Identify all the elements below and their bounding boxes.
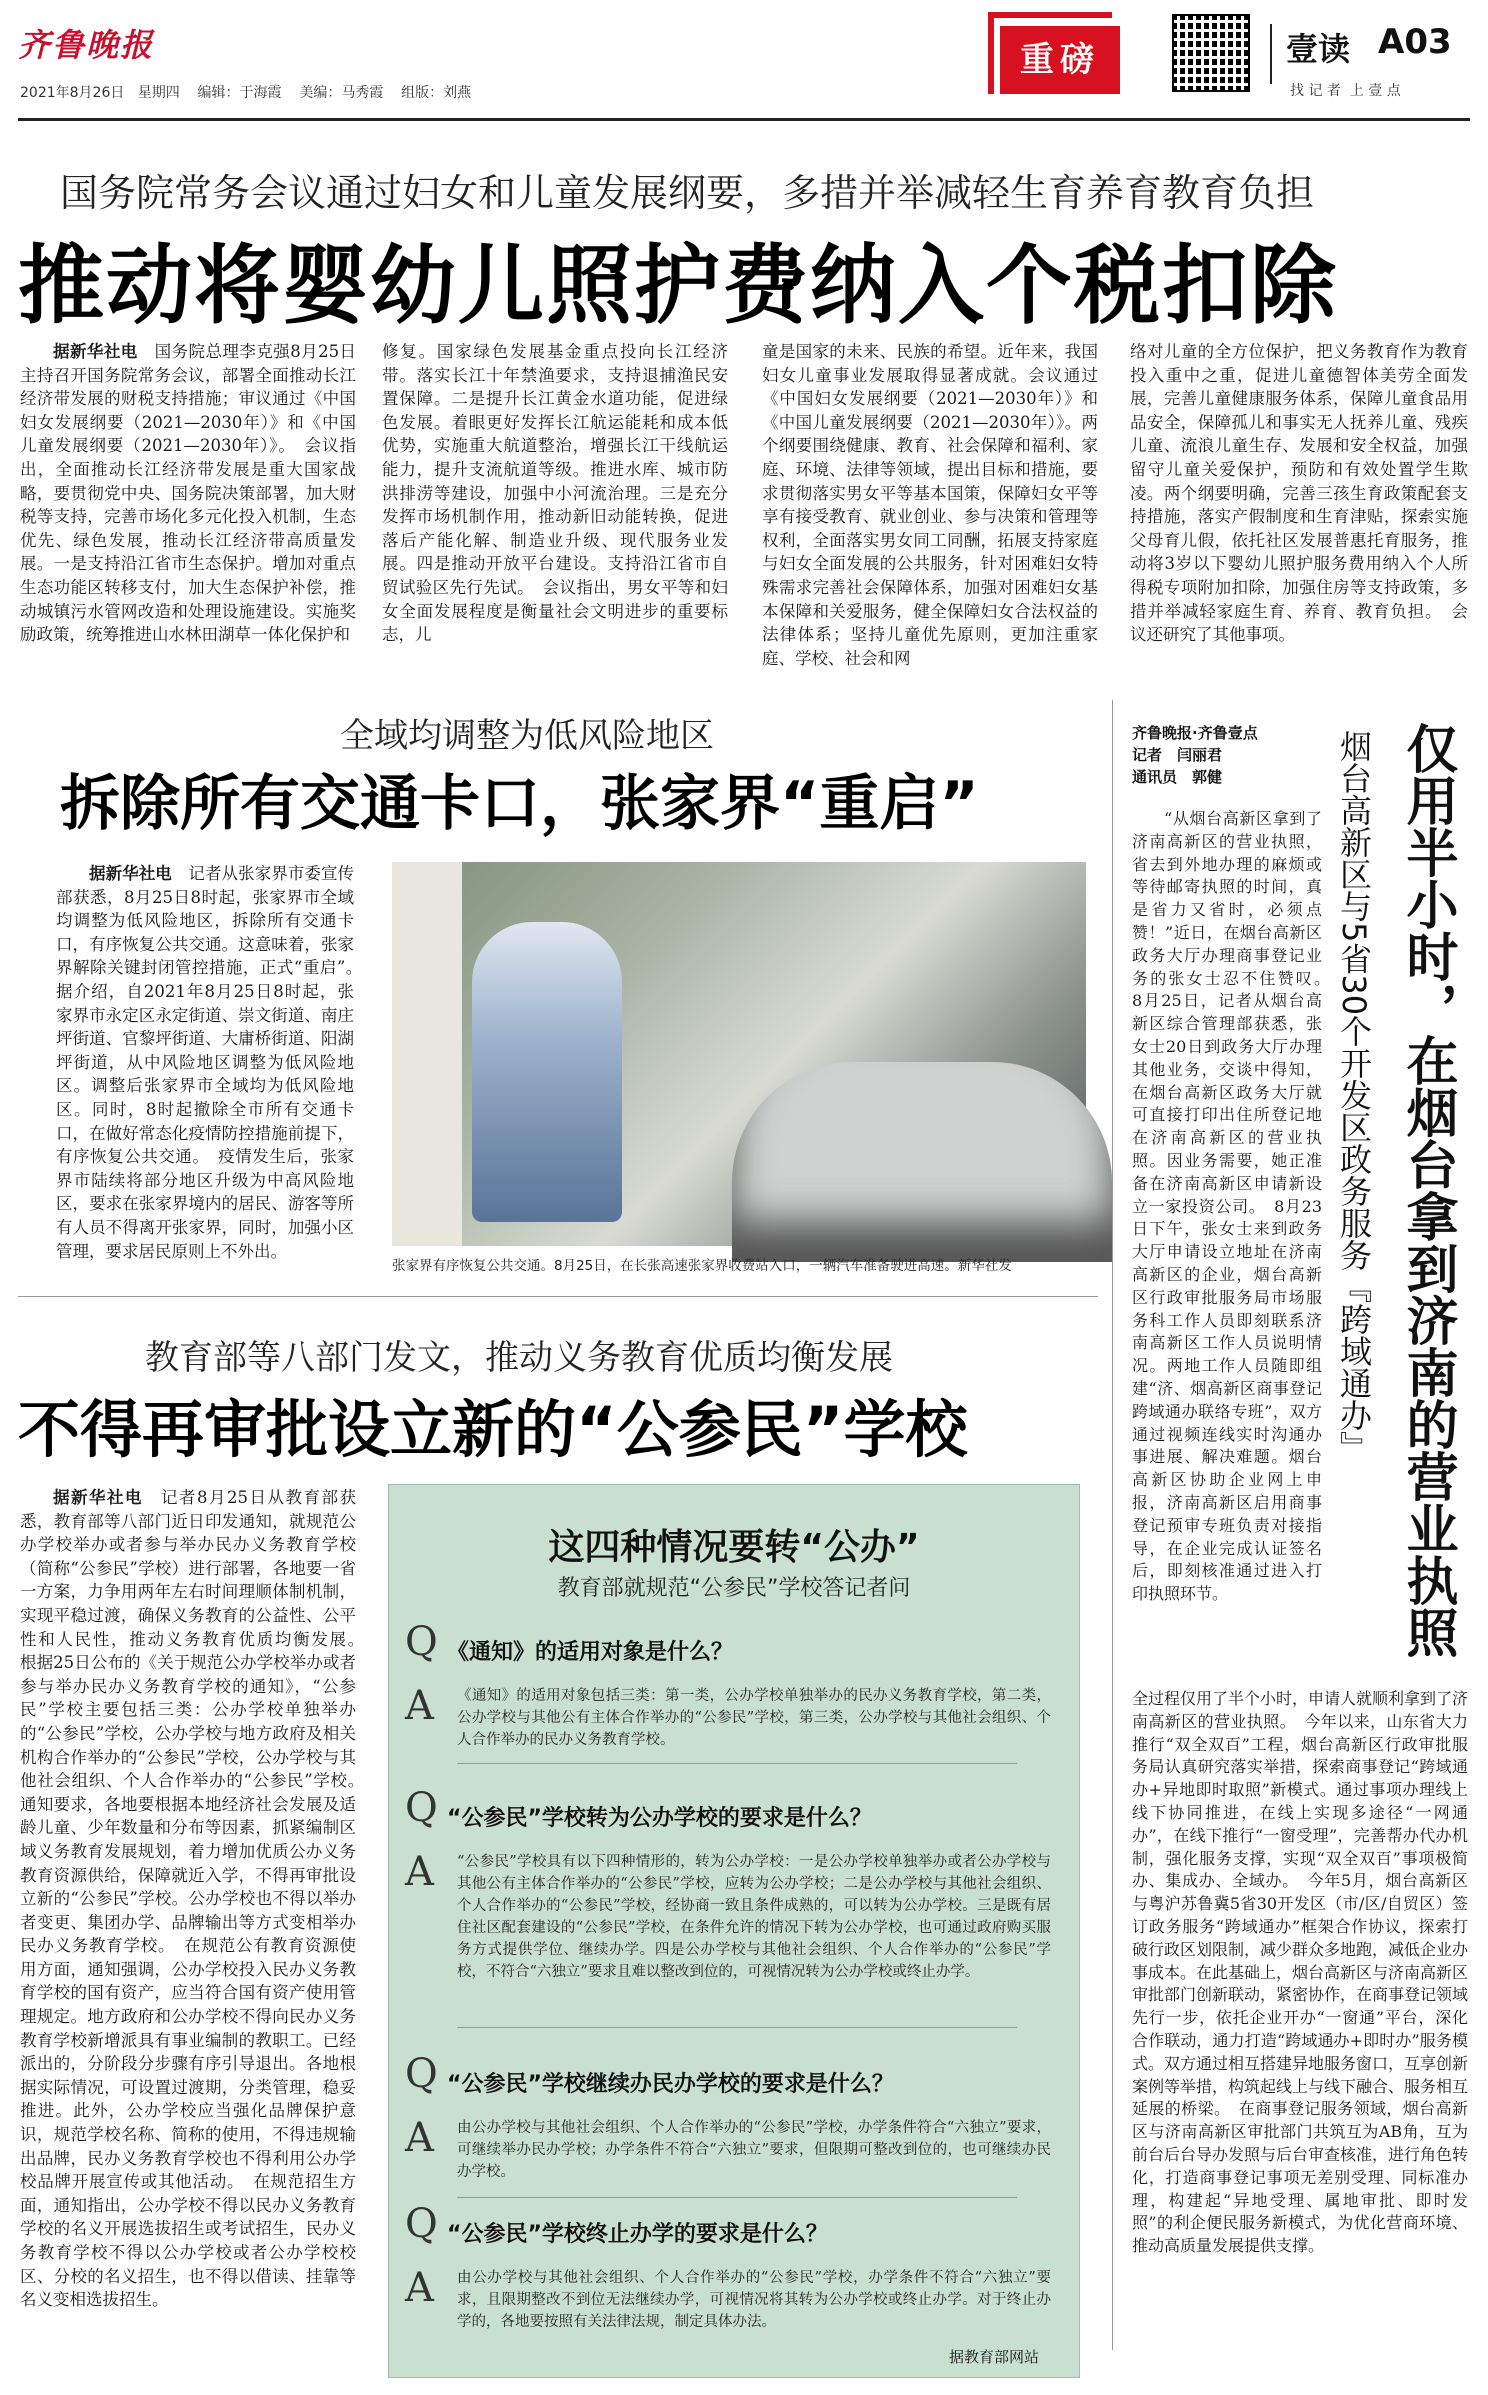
- photo-booth-pillar: [392, 862, 462, 1246]
- qa-answer: 《通知》的适用对象包括三类：第一类，公办学校单独举办的民办义务教育学校，第二类，公办学校与其他公有主体合作举办的“公参民”学校，第三类，公办学校与其他社会组织、个人合作举办的民办义务教育学校。: [457, 1688, 1051, 1748]
- issue-weekday: 星期四: [137, 85, 180, 101]
- qa-question: “公参民”学校终止办学的要求是什么？: [447, 2222, 828, 2247]
- qa-q-mark: Q: [405, 2201, 438, 2247]
- qa-answer: 由公办学校与其他社会组织、个人合作举办的“公参民”学校，办学条件符合“六独立”要求，可继续举办民办学校；办学条件不符合“六独立”要求，但限期可整改到位的，也可继续办民办学校。: [457, 2120, 1051, 2180]
- photo-car: [732, 1062, 1112, 1262]
- photo-caption: 张家界有序恢复公共交通。8月25日，在长张高速张家界收费站入口，一辆汽车准备驶进高速。新华社发: [392, 1258, 1012, 1274]
- byline-outlet: 齐鲁晚报·齐鲁壹点: [1132, 724, 1258, 742]
- article1-headline: 推动将婴幼儿照护费纳入个税扣除: [18, 236, 1338, 336]
- qa-divider: [457, 2027, 1017, 2028]
- article4-byline: [1132, 722, 1258, 788]
- qa-q-mark: Q: [405, 2051, 438, 2097]
- byline-correspondent: 通讯员 郭健: [1132, 768, 1223, 786]
- byline-reporter: 记者 闫丽君: [1132, 746, 1223, 764]
- news-photo: [392, 862, 1086, 1246]
- qa-a-mark: A: [405, 1683, 434, 1729]
- qa-subtitle: 教育部就规范“公参民”学校答记者问: [557, 1576, 911, 1601]
- masthead-rule: [18, 118, 1470, 121]
- qa-a-mark: A: [405, 2265, 434, 2311]
- article1-column-4: 络对儿童的全方位保护，把义务教育作为教育投入重中之重，促进儿童德智体美劳全面发展，完善儿童健康服务体系，保障儿童食品用品安全，保障孤儿和事实无人抚养儿童、残疾儿童、流浪儿童生存、发展和安全权益，加强留守儿童关爱保护，预防和有效处置学生欺凌。两个纲要明确，完善三孩生育政策配套支持措施，落实产假制度和生育津贴，探索实施父母育儿假，依托社区发展普惠托育服务，推动将3岁以下婴幼儿照护服务费用纳入个人所得税专项附加扣除，加强住房等支持政策，多措并举减轻家庭生育、养育、教育负担。 会议还研究了其他事项。: [1130, 342, 1468, 645]
- designer-credit: 美编：马秀霞: [299, 85, 384, 101]
- slogan: 找 记 者 上 壹 点: [1290, 83, 1401, 99]
- page-number: A03: [1378, 22, 1452, 62]
- article4-body-narrow: “从烟台高新区拿到了济南高新区的营业执照，省去到外地办理的麻烦或等待邮寄执照的时间，真是省力又省时，必须点赞！”近日，在烟台高新区政务大厅办理商事登记业务的张女士忍不住赞叹。 8月25日，记者从烟台高新区综合管理部获悉，张女士20日到政务大厅办理其他业务，交谈中得知，在烟台高新区政务大厅就可直接打印出住所登记地在济南高新区的营业执照。因业务需要，她正准备在济南高新区申请新设立一家投资公司。 8月23日下午，张女士来到政务大厅申请设立地址在济南高新区的企业，烟台高新区行政审批服务局市场服务科工作人员即刻联系济南高新区工作人员说明情况。两地工作人员随即组建“济、烟高新区商事登记跨域通办联络专班”，双方通过视频连线实时沟通办事进展、解决难题。烟台高新区协助企业网上申报，济南高新区启用商事登记预审专班负责对接指导，在企业完成认证签名后，即刻核准通过进入打印执照环节。: [1132, 809, 1339, 1604]
- article2-dateline: 据新华社电: [89, 864, 172, 883]
- qa-question: “公参民”学校继续办民办学校的要求是什么？: [447, 2072, 894, 2097]
- article1-column-1: 据新华社电 国务院总理李克强8月25日主持召开国务院常务会议，部署全面推动长江经济带发展的财税支持措施；审议通过《中国妇女发展纲要（2021—2030年）》和《中国儿童发展纲要（2021—2030年）》。 会议指出，全面推动长江经济带发展是重大国家战略，要贯彻党中央、国务院决策部署，加大财税等支持，完善市场化多元化投入机制，生态优先、绿色发展，推动长江经济带高质量发展。一是支持沿江省市生态保护。增加对重点生态功能区转移支付，加大生态保护补偿，推动城镇污水管网改造和处理设施建设。实施奖励政策，统筹推进山水林田湖草一体化保护和: [20, 342, 357, 645]
- article3-body: 据新华社电 记者8月25日从教育部获悉，教育部等八部门近日印发通知，就规范公办学校举办或者参与举办民办义务教育学校（简称“公参民”学校）进行部署，各地要一省一方案，力争用两年左右时间理顺体制机制，实现平稳过渡，确保义务教育的公益性、公平性和人民性，推动义务教育优质均衡发展。 根据25日公布的《关于规范公办学校举办或者参与举办民办义务教育学校的通知》，“公参民”学校主要包括三类：公办学校单独举办的“公参民”学校，公办学校与地方政府及相关机构合作举办的“公参民”学校，公办学校与其他社会组织、个人合作举办的“公参民”学校。 通知要求，各地要根据本地经济社会发展及适龄儿童、少年数量和分布等因素，抓紧编制区域义务教育发展规划，着力增加优质公办义务教育资源供给，保障就近入学，不得再审批设立新的“公参民”学校。公办学校也不得以举办者变更、集团办学、品牌输出等方式变相举办民办义务教育学校。 在规范公有教育资源使用方面，通知强调，公办学校投入民办义务教育学校的国有资产，应当符合国有资产使用管理规定。地方政府和公办学校不得向民办义务教育学校新增派具有事业编制的教职工。已经派出的，分阶段分步骤有序引导退出。各地根据实际情况，可设置过渡期，分类管理，稳妥推进。此外，公办学校应当强化品牌保护意识，规范学校名称、简称的使用，不得违规输出品牌，民办义务教育学校也不得利用公办学校品牌开展宣传或其他活动。 在规范招生方面，通知指出，公办学校不得以民办义务教育学校的名义开展选拔招生或考试招生，民办义务教育学校不得以公办学校或者公办学校校区、分校的名义招生，也不得以借读、挂靠等名义变相选拔招生。: [20, 1488, 373, 2310]
- qa-divider: [457, 2197, 1017, 2198]
- masthead-divider: [1270, 24, 1272, 84]
- qa-divider: [457, 1763, 1017, 1764]
- issue-date: 2021年8月26日: [20, 85, 125, 101]
- edition-name: 壹读: [1286, 30, 1351, 68]
- right-column-divider: [1112, 700, 1113, 2350]
- article1-column-2: 修复。国家绿色发展基金重点投向长江经济带。落实长江十年禁渔要求，支持退捕渔民安置保障。二是提升长江黄金水道功能，促进绿色发展。着眼更好发挥长江航运能耗和成本低优势，实施重大航道整治，增强长江干线航运能力，提升支流航道等级。推进水库、城市防洪排涝等建设，加强中小河流治理。三是充分发挥市场机制作用，推动新旧动能转换，促进落后产能化解、制造业升级、现代服务业发展。四是推动开放平台建设。支持沿江省市自贸试验区先行先试。 会议指出，男女平等和妇女全面发展程度是衡量社会文明进步的重要标志，儿: [382, 342, 728, 645]
- article2-kicker: 全域均调整为低风险地区: [340, 716, 714, 756]
- article4-body-wide: 全过程仅用了半个小时，申请人就顺利拿到了济南高新区的营业执照。 今年以来，山东省大力推行“双全双百”工程，烟台高新区行政审批服务局认真研究落实举措，探索商事登记“跨域通办+异地即时取照”新模式。通过事项办理线上线下协同推进，在线上实现多途径“一网通办”，在线下推行“一窗受理”，完善帮办代办机制，强化服务支撑，实现“双全双百”事项极简办、集成办、全域办。 今年5月，烟台高新区与粤沪苏鲁冀5省30开发区（市/区/自贸区）签订政务服务“跨域通办”框架合作协议，探索打破行政区划限制，减少群众多地跑，减低企业办事成本。在此基础上，烟台高新区与济南高新区审批部门创新联动，紧密协作，在商事登记领域先行一步，依托企业开办“一窗通”平台，深化合作联动，通力打造“跨域通办+即时办”服务模式。双方通过相互搭建异地服务窗口，互享创新案例等举措，构筑起线上与线下融合、服务相互延展的桥梁。 在商事登记服务领域，烟台高新区与济南高新区审批部门共筑互为AB角，互为前台后台导办发照与后台审查核准，进行角色转化，打造商事登记事项无差别受理、同标准办理，构建起“异地受理、属地审批、即时发照”的利企便民服务新模式，为优化营商环境、推动高质量发展提供支撑。: [1132, 1689, 1469, 2256]
- article2-bottom-rule: [18, 1296, 1098, 1297]
- article1-column-3: 童是国家的未来、民族的希望。近年来，我国妇女儿童事业发展取得显著成就。会议通过《中国妇女发展纲要（2021—2030年）》和《中国儿童发展纲要（2021—2030年）》。两个纲要围绕健康、教育、社会保障和福利、家庭、环境、法律等领域，提出目标和措施，要求贯彻落实男女平等基本国策，保障妇女平等享有接受教育、就业创业、参与决策和管理等权利，全面落实男女同工同酬，拓展支持家庭与妇女全面发展的公共服务，针对困难妇女特殊需求完善社会保障体系，加强对困难妇女基本保障和关爱服务，健全保障妇女合法权益的法律体系；坚持儿童优先原则，更加注重家庭、学校、社会和网: [762, 342, 1098, 668]
- qa-question: “公参民”学校转为公办学校的要求是什么？: [447, 1806, 872, 1831]
- article1-dateline: 据新华社电: [53, 342, 138, 361]
- qa-q-mark: Q: [405, 1785, 438, 1831]
- qa-source: 据教育部网站: [948, 2348, 1039, 2366]
- qa-box: [388, 1484, 1080, 2378]
- qa-q-mark: Q: [405, 1619, 438, 1665]
- qa-a-mark: A: [405, 2115, 434, 2161]
- qa-answer: “公参民”学校具有以下四种情形的，转为公办学校：一是公办学校单独举办或者公办学校与其他公有主体合作举办的“公参民”学校，应转为公办学校；二是公办学校与其他社会组织、个人合作举办的“公参民”学校，经协商一致且条件成熟的，可以转为公办学校。三是既有居住社区配套建设的“公参民”学校，在条件允许的情况下转为公办学校，也可通过政府购买服务方式提供学位、继续办学。四是公办学校与其他社会组织、个人合作举办的“公参民”学校，不符合“六独立”要求且难以整改到位的，可视情况转为公办学校或终止办学。: [457, 1854, 1051, 1980]
- article3-headline: 不得再审批设立新的“公参民”学校: [18, 1393, 968, 1466]
- qa-title: 这四种情况要转“公办”: [548, 1527, 920, 1568]
- article3-dateline: 据新华社电: [53, 1488, 143, 1507]
- qr-code-frame: [1172, 14, 1250, 92]
- qa-question: 《通知》的适用对象是什么？: [447, 1640, 734, 1665]
- article2-body: 据新华社电 记者从张家界市委宣传部获悉，8月25日8时起，张家界市全域均调整为低风险地区，拆除所有交通卡口，有序恢复公共交通。这意味着，张家界解除关键封闭管控措施，正式“重启”。 据介绍，自2021年8月25日8时起，张家界市永定区永定街道、崇文街道、南庄坪街道、官黎坪街道、大庸桥街道、阳湖坪街道，从中风险地区调整为低风险地区。调整后张家界市全域均为低风险地区。同时，8时起撤除全市所有交通卡口，在做好常态化疫情防控措施前提下，有序恢复公共交通。 疫情发生后，张家界市陆续将部分地区升级为中高风险地区，要求在张家界境内的居民、游客等所有人员不得离开张家界，同时，加强小区管理，要求居民原则上不外出。: [56, 864, 371, 1261]
- article4-subheadline: 烟台高新区与5省30个开发区政务服务『跨域通办』: [1335, 730, 1373, 1464]
- qa-answer: 由公办学校与其他社会组织、个人合作举办的“公参民”学校，办学条件不符合“六独立”要求，且限期整改不到位无法继续办学，可视情况将其转为公办学校或终止办学。对于终止办学的，各地要按照有关法律法规，制定具体办法。: [457, 2270, 1051, 2330]
- article3-kicker: 教育部等八部门发文，推动义务教育优质均衡发展: [145, 1338, 893, 1378]
- editor-credit: 编辑：于海霞: [197, 85, 282, 101]
- article1-kicker: 国务院常务会议通过妇女和儿童发展纲要，多措并举减轻生育养育教育负担: [60, 171, 1315, 215]
- qa-a-mark: A: [405, 1849, 434, 1895]
- section-label: 重磅: [1000, 26, 1120, 94]
- article4-headline: 仅用半小时，在烟台拿到济南的营业执照: [1397, 722, 1457, 1658]
- article2-headline: 拆除所有交通卡口，张家界“重启”: [60, 769, 979, 839]
- proofreader-credit: 组版：刘燕: [401, 85, 472, 101]
- newspaper-logo: 齐鲁晚报: [18, 26, 155, 64]
- photo-worker: [472, 922, 622, 1222]
- issue-info: [20, 82, 471, 102]
